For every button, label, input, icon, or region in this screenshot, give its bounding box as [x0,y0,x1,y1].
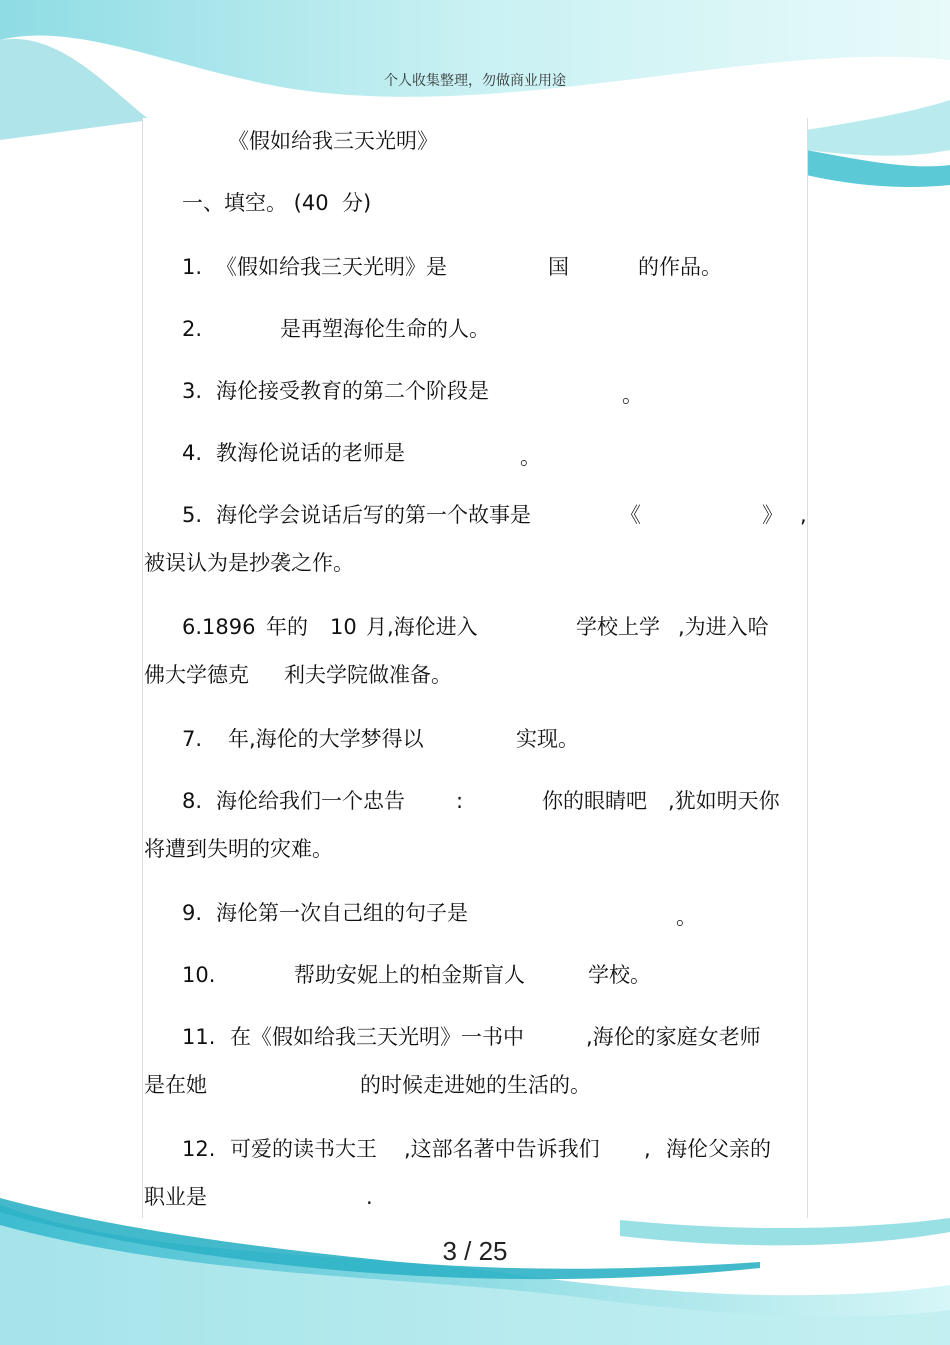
q3-text-b: 。 [622,383,643,407]
q7-text-b: 实现。 [516,727,579,751]
q11-number: 11. [182,1025,216,1049]
q12-text-d: 海伦父亲的 [666,1137,771,1161]
q8-colon: : [456,789,464,813]
q12-number: 12. [182,1137,216,1161]
q1-number: 1. [182,255,203,279]
q4-number: 4. [182,441,203,465]
q8-text-d: ,犹如明天你 [668,789,780,813]
section-heading: 一、填空。 (40 分) [182,191,372,215]
q12-comma: , [644,1137,651,1161]
q3-number: 3. [182,379,203,403]
q1-text-b: 国 [548,255,569,279]
page-number: 3 / 25 [442,1236,508,1266]
q10-text-b: 学校。 [588,963,651,987]
q6-text-f: ,为进入哈 [678,615,769,639]
q4-text-b: 。 [520,445,541,469]
q5-comma: , [800,503,807,527]
q5-number: 5. [182,503,203,527]
doc-title: 《假如给我三天光明》 [228,129,438,153]
q10-number: 10. [182,963,216,987]
q8-line2: 将遭到失明的灾难。 [144,837,333,861]
q12-line2b: . [366,1185,373,1209]
q1-text: 《假如给我三天光明》是 [216,255,447,279]
q8-text: 海伦给我们一个忠告 [216,789,405,813]
q6-line2b: 利夫学院做准备。 [284,663,452,687]
q9-text-b: 。 [676,905,697,929]
q12-text-b: ,这部名著中告诉我们 [404,1137,600,1161]
q2-number: 2. [182,317,203,341]
q9-number: 9. [182,901,203,925]
q8-text-c: 你的眼睛吧 [542,789,647,813]
q9-text: 海伦第一次自己组的句子是 [216,901,468,925]
q8-number: 8. [182,789,203,813]
q12-line2a: 职业是 [144,1185,207,1209]
q11-line2a: 是在她 [144,1073,207,1097]
q7-text: 年,海伦的大学梦得以 [228,727,424,751]
q11-text: 在《假如给我三天光明》一书中 [230,1025,524,1049]
q6-month: 10 [330,615,357,639]
q6-line2a: 佛大学德克 [144,663,249,687]
q6-text-d: 月,海伦进入 [366,615,478,639]
q5-line2: 被误认为是抄袭之作。 [144,551,354,575]
q7-number: 7. [182,727,203,751]
header-note: 个人收集整理，勿做商业用途 [384,73,566,89]
q2-text: 是再塑海伦生命的人。 [280,317,490,341]
q5-text: 海伦学会说话后写的第一个故事是 [216,503,531,527]
q5-close-quote: 》 [762,503,783,527]
q6-year: 6.1896 [182,615,256,639]
q4-text: 教海伦说话的老师是 [216,441,405,465]
q6-text-e: 学校上学 [576,615,660,639]
q6-text-b: 年的 [266,615,308,639]
q5-open-quote: 《 [620,503,641,527]
q10-text: 帮助安妮上的柏金斯盲人 [294,963,525,987]
q11-text-b: ,海伦的家庭女老师 [586,1025,761,1049]
q12-text: 可爱的读书大王 [230,1137,377,1161]
q3-text: 海伦接受教育的第二个阶段是 [216,379,489,403]
q1-text-c: 的作品。 [638,255,722,279]
q11-line2b: 的时候走进她的生活的。 [360,1073,591,1097]
